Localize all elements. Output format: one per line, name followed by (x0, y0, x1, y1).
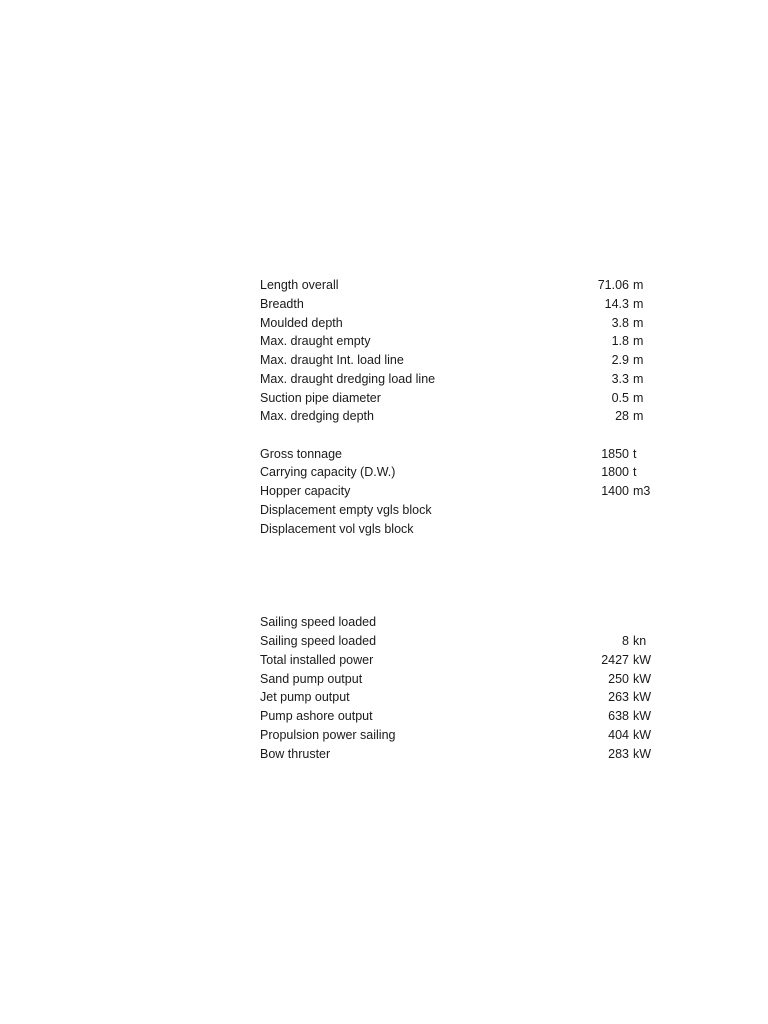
spec-value: 3.8 (611, 315, 629, 330)
spec-row (260, 707, 660, 726)
spec-label: Max. draught dredging load line (260, 371, 436, 386)
spec-label: Sand pump output (260, 671, 363, 686)
spec-unit: m (633, 296, 644, 311)
spec-label: Bow thruster (260, 746, 331, 761)
spec-value: 2.9 (611, 353, 629, 367)
spec-label: Max. dredging depth (260, 409, 374, 424)
spec-row (260, 407, 660, 426)
spec-row (260, 613, 660, 632)
spec-row (260, 295, 660, 314)
spec-row (260, 482, 660, 501)
spec-value: 0.5 (611, 390, 629, 405)
section-spacer (260, 426, 660, 445)
spec-label: Carrying capacity (D.W.) (260, 465, 396, 480)
specifications-table (260, 276, 660, 763)
section-spacer (260, 538, 660, 613)
spec-label: Gross tonnage (260, 446, 342, 461)
spec-value: 283 (608, 746, 629, 761)
spec-row (260, 276, 660, 295)
spec-row (260, 463, 660, 482)
spec-row (260, 726, 660, 745)
spec-row (260, 351, 660, 370)
spec-label: Hopper capacity (260, 484, 351, 498)
spec-row (260, 651, 660, 670)
spec-label: Jet pump output (260, 690, 350, 705)
spec-unit: kW (633, 746, 652, 761)
spec-row (260, 332, 660, 351)
spec-unit: t (633, 446, 637, 461)
spec-row (260, 520, 660, 539)
spec-value: 263 (608, 690, 629, 705)
spec-unit: m3 (633, 484, 651, 498)
spec-unit: kW (633, 727, 652, 742)
spec-unit: kW (633, 671, 652, 686)
spec-label: Breadth (260, 296, 304, 311)
spec-label: Sailing speed loaded (260, 634, 377, 648)
spec-value: 14.3 (604, 296, 629, 311)
spec-unit: kW (633, 690, 652, 705)
dimensions-section (260, 276, 660, 426)
spec-row (260, 745, 660, 764)
spec-label: Pump ashore output (260, 709, 373, 723)
spec-unit: m (633, 371, 644, 386)
spec-label: Length overall (260, 278, 339, 292)
spec-value: 1800 (601, 465, 629, 480)
spec-value: 3.3 (611, 371, 629, 386)
spec-unit: m (633, 353, 644, 367)
spec-unit: kn (633, 634, 647, 648)
spec-label: Suction pipe diameter (260, 390, 381, 405)
spec-unit: m (633, 334, 644, 349)
spec-unit: m (633, 390, 644, 405)
spec-value: 1850 (601, 446, 629, 461)
spec-value: 1.8 (611, 334, 629, 349)
spec-row (260, 389, 660, 408)
spec-label: Moulded depth (260, 315, 343, 330)
spec-label: Max. draught Int. load line (260, 353, 404, 367)
spec-unit: kW (633, 709, 652, 723)
spec-value: 638 (608, 709, 629, 723)
spec-label: Displacement vol vgls block (260, 521, 414, 536)
spec-row (260, 445, 660, 464)
spec-value: 8 (622, 634, 629, 648)
spec-value: 250 (608, 671, 629, 686)
spec-row (260, 370, 660, 389)
spec-label: Displacement empty vgls block (260, 502, 432, 517)
spec-label: Max. draught empty (260, 334, 371, 349)
spec-label: Sailing speed loaded (260, 615, 377, 630)
spec-unit: m (633, 315, 644, 330)
spec-row (260, 688, 660, 707)
spec-unit: m (633, 278, 644, 292)
spec-value: 2427 (601, 652, 629, 667)
spec-value: 28 (615, 409, 629, 424)
spec-unit: t (633, 465, 637, 480)
spec-row (260, 314, 660, 333)
capacity-section (260, 445, 660, 539)
spec-row (260, 632, 660, 651)
spec-unit: m (633, 409, 644, 424)
spec-unit: kW (633, 652, 652, 667)
spec-label: Propulsion power sailing (260, 727, 396, 742)
spec-row (260, 670, 660, 689)
spec-value: 71.06 (597, 278, 629, 292)
power-section (260, 613, 660, 763)
spec-row (260, 501, 660, 520)
spec-value: 1400 (601, 484, 629, 498)
spec-value: 404 (608, 727, 629, 742)
spec-label: Total installed power (260, 652, 374, 667)
